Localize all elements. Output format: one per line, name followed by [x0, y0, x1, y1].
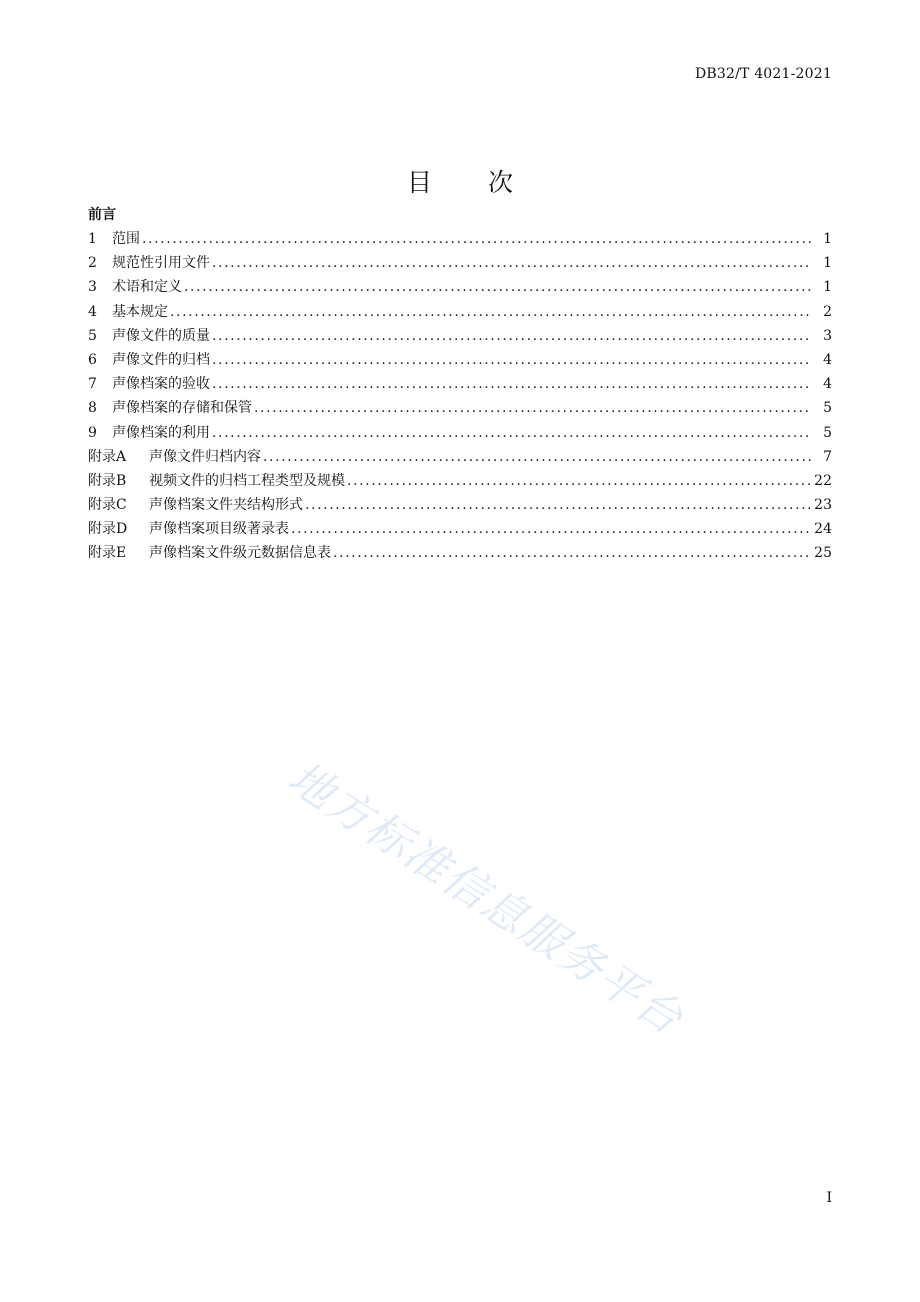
toc-leader-dots — [333, 545, 810, 561]
toc-leader-dots — [170, 304, 812, 320]
toc-entry[interactable] — [88, 373, 832, 397]
toc-entry-number: 8 — [88, 400, 97, 417]
toc-entry-label: 声像档案文件级元数据信息表 — [149, 545, 331, 562]
watermark-text: 地方标准信息服务平台 — [278, 752, 693, 1046]
toc-entry-label: 范围 — [112, 231, 140, 247]
toc-entry-page: 25 — [814, 545, 832, 562]
toc-entry-number: 7 — [88, 376, 97, 393]
toc-leader-dots — [254, 400, 812, 416]
toc-entry[interactable] — [88, 301, 832, 325]
toc-preface-entry[interactable]: 前言 — [88, 207, 116, 223]
toc-entry-page: 1 — [823, 231, 832, 247]
toc-entry-label: 声像文件的质量 — [112, 327, 210, 344]
toc-entry-number: 9 — [88, 424, 97, 441]
toc-entry-number: 附录B — [88, 472, 127, 489]
toc-leader-dots — [212, 376, 812, 392]
toc-entry-page: 22 — [814, 472, 832, 489]
toc-entry-page: 3 — [823, 327, 832, 344]
toc-entry[interactable] — [88, 228, 832, 252]
toc-entry-label: 声像文件的归档 — [112, 351, 210, 368]
toc-appendix-entry[interactable] — [88, 518, 832, 542]
toc-appendix-entry[interactable] — [88, 446, 832, 470]
toc-entry[interactable] — [88, 252, 832, 276]
toc-leader-dots — [212, 352, 812, 368]
toc-leader-dots — [212, 425, 812, 441]
toc-leader-dots — [305, 497, 810, 513]
toc-entry-number: 附录D — [88, 521, 128, 538]
toc-leader-dots — [142, 231, 812, 247]
toc-leader-dots — [212, 328, 812, 344]
toc-entry-number: 附录E — [88, 545, 127, 562]
toc-entry-label: 视频文件的归档工程类型及规模 — [149, 472, 345, 489]
toc-entry-page: 1 — [823, 255, 832, 272]
toc-appendix-entry[interactable] — [88, 542, 832, 566]
toc-leader-dots — [212, 255, 812, 271]
toc-entry[interactable] — [88, 276, 832, 300]
toc-entry[interactable] — [88, 325, 832, 349]
toc-entry-label: 声像档案的验收 — [112, 376, 210, 393]
toc-entry-label: 声像档案的存储和保管 — [112, 400, 252, 417]
toc-entry[interactable] — [88, 422, 832, 446]
toc-entry-label: 基本规定 — [112, 303, 168, 320]
toc-entry-number: 2 — [88, 255, 97, 272]
toc-entry-label: 声像文件归档内容 — [149, 448, 261, 465]
toc-entry-number: 3 — [88, 279, 97, 296]
toc-leader-dots — [291, 521, 810, 537]
toc-leader-dots — [263, 449, 812, 465]
toc-entry-label: 声像档案的利用 — [112, 424, 210, 441]
toc-entry-page: 1 — [823, 279, 832, 296]
toc-entry-label: 规范性引用文件 — [112, 255, 210, 272]
toc-list — [88, 228, 832, 567]
toc-entry-page: 23 — [814, 497, 832, 514]
document-code: DB32/T 4021-2021 — [694, 66, 832, 82]
toc-entry-label: 声像档案项目级著录表 — [149, 521, 289, 538]
toc-appendix-entry[interactable] — [88, 494, 832, 518]
toc-entry-number: 4 — [88, 303, 97, 320]
toc-entry-label: 声像档案文件夹结构形式 — [149, 497, 303, 514]
toc-appendix-entry[interactable] — [88, 470, 832, 494]
toc-entry-page: 5 — [823, 424, 832, 441]
toc-entry-page: 4 — [823, 376, 832, 393]
toc-leader-dots — [347, 473, 810, 489]
page-number: I — [826, 1190, 832, 1206]
toc-entry-page: 7 — [823, 448, 832, 465]
toc-entry-number: 5 — [88, 327, 97, 344]
toc-entry-page: 2 — [823, 303, 832, 320]
toc-entry-number: 1 — [88, 231, 97, 247]
toc-entry-number: 附录C — [88, 497, 127, 514]
toc-entry-page: 4 — [823, 351, 832, 368]
toc-entry-label: 术语和定义 — [112, 279, 182, 296]
toc-entry[interactable] — [88, 349, 832, 373]
toc-leader-dots — [184, 279, 812, 295]
toc-entry-page: 24 — [814, 521, 832, 538]
toc-entry[interactable] — [88, 397, 832, 421]
toc-entry-page: 5 — [823, 400, 832, 417]
toc-entry-number: 6 — [88, 351, 97, 368]
toc-entry-number: 附录A — [88, 448, 127, 465]
toc-title: 目 次 — [407, 168, 537, 197]
